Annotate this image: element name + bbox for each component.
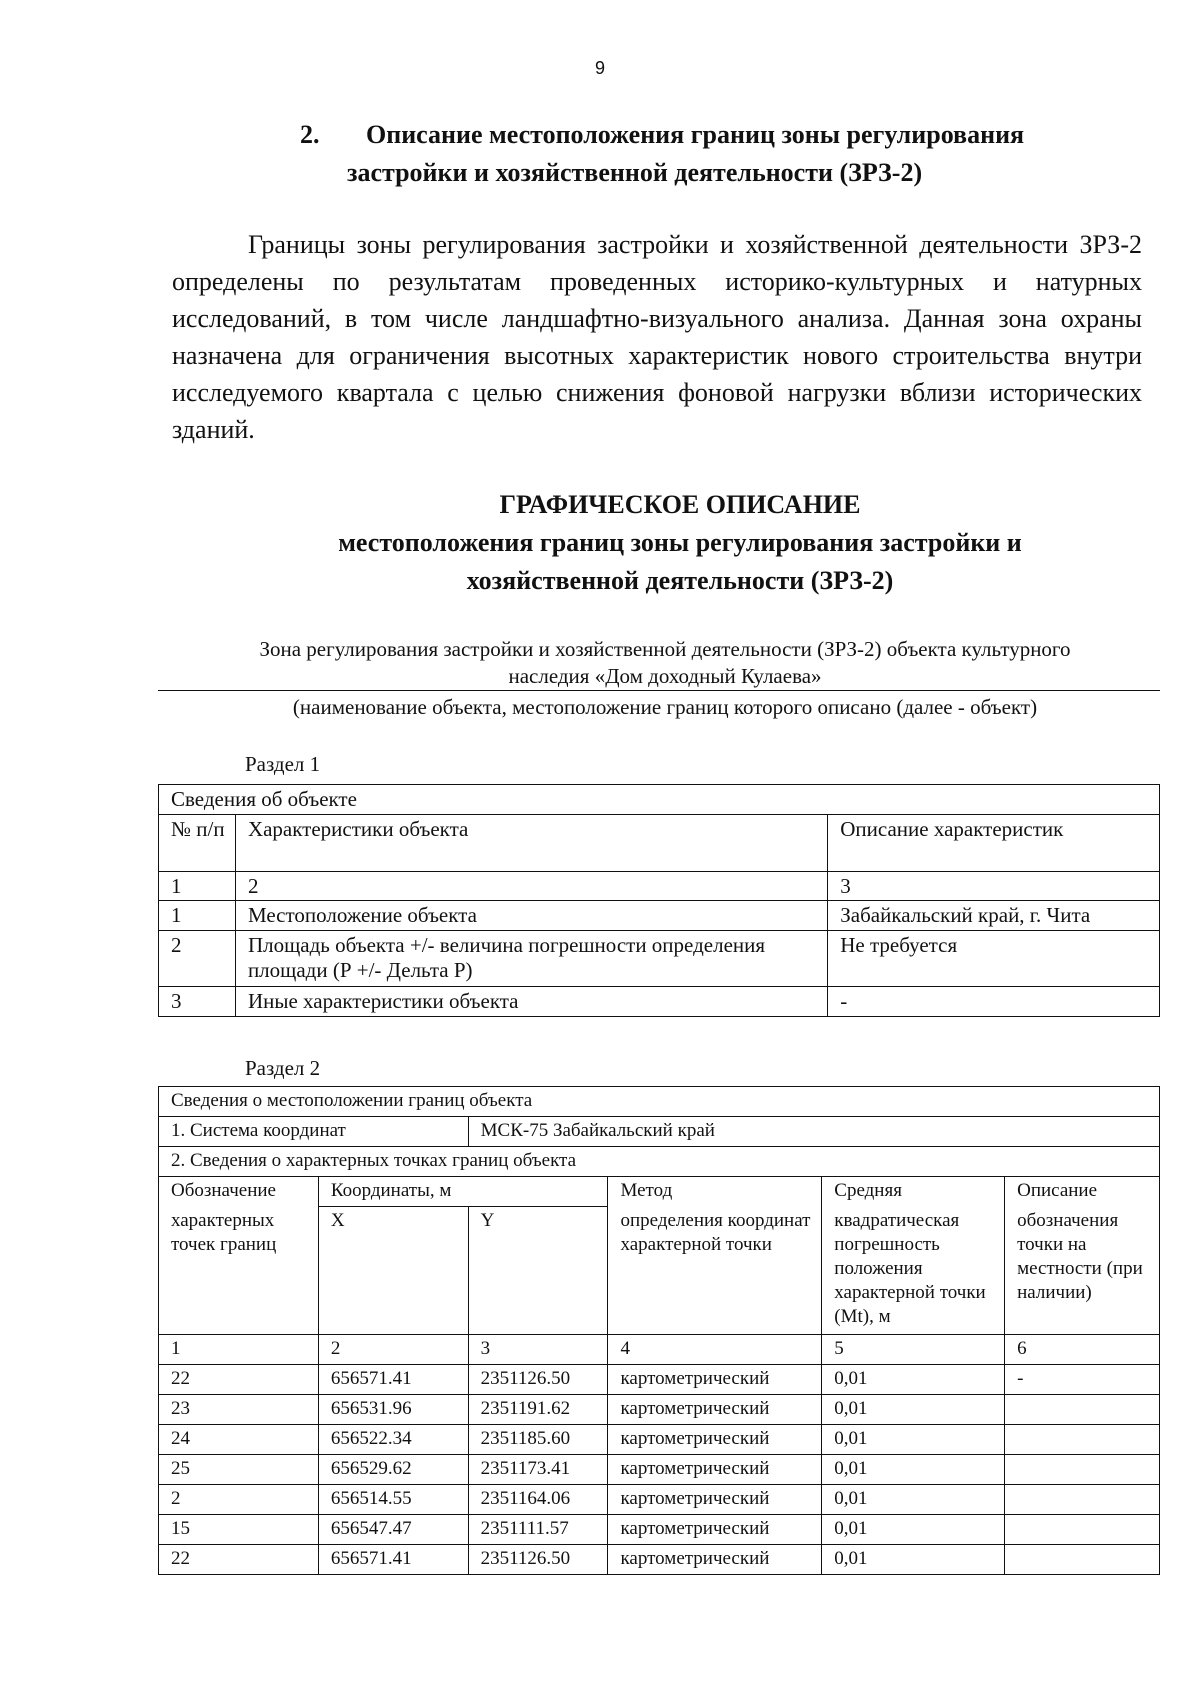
table-cell: 2351185.60: [468, 1425, 608, 1455]
table-cell: 656571.41: [318, 1545, 468, 1575]
section-number: 2.: [300, 120, 320, 149]
column-header-rest: характерных точек границ: [171, 1210, 277, 1255]
column-header: [608, 1177, 822, 1335]
table-cell: 0,01: [822, 1395, 1005, 1425]
table-cell: 656514.55: [318, 1485, 468, 1515]
section-title-line1: Описание местоположения границ зоны регулирования: [366, 120, 1025, 149]
zone-caption-line1: Зона регулирования застройки и хозяйственной деятельности (ЗРЗ-2) объекта культурного: [259, 637, 1071, 661]
column-header: Y: [468, 1207, 608, 1335]
points-header: 2. Сведения о характерных точках границ объекта: [159, 1147, 1160, 1177]
column-header-top: Средняя: [834, 1180, 902, 1201]
graphic-title-line2: местоположения границ зоны регулирования застройки и: [338, 528, 1022, 557]
zone-caption-subline: (наименование объекта, местоположение границ которого описано (далее - объект): [292, 695, 1038, 719]
table-cell: 656522.34: [318, 1425, 468, 1455]
table-cell: 4: [608, 1335, 822, 1365]
column-header-rest: обозначения точки на местности (при наличии): [1017, 1210, 1143, 1303]
table-cell: 2351191.62: [468, 1395, 608, 1425]
graphic-title-line3: хозяйственной деятельности (ЗРЗ-2): [466, 566, 894, 595]
table-row: [159, 1455, 1160, 1485]
table-cell: Иные характеристики объекта: [235, 987, 827, 1017]
table-cell: Местоположение объекта: [235, 901, 827, 931]
table-cell: Не требуется: [828, 931, 1160, 987]
table-cell: -: [1005, 1365, 1160, 1395]
zone-caption: [160, 636, 1170, 690]
table-cell: [1005, 1395, 1160, 1425]
zone-underline: [158, 690, 1160, 691]
table-cell: [1005, 1425, 1160, 1455]
table-cell: 0,01: [822, 1365, 1005, 1395]
razdel1-label: Раздел 1: [245, 752, 321, 776]
table-row: [159, 987, 1160, 1017]
table-row: [159, 1515, 1160, 1545]
table-cell: [1005, 1455, 1160, 1485]
column-header: X: [318, 1207, 468, 1335]
table-row: [159, 1545, 1160, 1575]
razdel2-label: Раздел 2: [245, 1056, 321, 1080]
table-cell: 23: [159, 1395, 319, 1425]
table-cell: 656531.96: [318, 1395, 468, 1425]
table-header: Сведения об объекте: [159, 785, 1160, 815]
table-cell: 15: [159, 1515, 319, 1545]
section-title: [300, 116, 1120, 192]
column-header-top: Метод: [620, 1180, 673, 1201]
table-cell: картометрический: [608, 1425, 822, 1455]
body-paragraph: Границы зоны регулирования застройки и хозяйственной деятельности ЗРЗ-2 определены по результатам проведенных историко-культурных и натурных исследований, в том числе ландшафтно-визуального анализа. Данная зона охраны назначена для ограничения высотных характеристик нового строительства внутри исследуемого квартала с целью снижения фоновой нагрузки вблизи исторических зданий.: [172, 230, 1142, 444]
table-cell: 2351164.06: [468, 1485, 608, 1515]
table-cell: 0,01: [822, 1455, 1005, 1485]
table-cell: 22: [159, 1545, 319, 1575]
table-cell: 0,01: [822, 1545, 1005, 1575]
table-cell: 1: [159, 1335, 319, 1365]
table-row: [159, 1395, 1160, 1425]
column-header-rest: определения координат характерной точки: [620, 1210, 811, 1255]
table-cell: картометрический: [608, 1545, 822, 1575]
table-cell: картометрический: [608, 1485, 822, 1515]
table-cell: 1: [159, 901, 236, 931]
table-cell: [1005, 1485, 1160, 1515]
table-cell: 656571.41: [318, 1365, 468, 1395]
graphic-description-title: [150, 486, 1200, 600]
table-cell: картометрический: [608, 1455, 822, 1485]
table-cell: картометрический: [608, 1515, 822, 1545]
column-header: [1005, 1177, 1160, 1335]
table-cell: 2: [159, 931, 236, 987]
table-cell: 6: [1005, 1335, 1160, 1365]
table-row: [159, 1485, 1160, 1515]
table-header: Сведения о местоположении границ объекта: [159, 1087, 1160, 1117]
graphic-title-line1: ГРАФИЧЕСКОЕ ОПИСАНИЕ: [499, 490, 861, 519]
table-cell: 2351126.50: [468, 1545, 608, 1575]
column-header: № п/п: [159, 815, 236, 872]
table-cell: [1005, 1515, 1160, 1545]
table-cell: 2: [235, 872, 827, 901]
table-cell: 2: [318, 1335, 468, 1365]
table-cell: -: [828, 987, 1160, 1017]
boundary-points-table: [158, 1086, 1160, 1575]
table-cell: картометрический: [608, 1395, 822, 1425]
table-cell: 2: [159, 1485, 319, 1515]
column-header: [159, 1177, 319, 1335]
column-header: [822, 1177, 1005, 1335]
table-cell: 24: [159, 1425, 319, 1455]
table-cell: 2351111.57: [468, 1515, 608, 1545]
object-info-table: [158, 784, 1160, 1017]
table-cell: 0,01: [822, 1425, 1005, 1455]
table-cell: 3: [828, 872, 1160, 901]
table-cell: 2351126.50: [468, 1365, 608, 1395]
zone-caption-line2: наследия «Дом доходный Кулаева»: [508, 664, 822, 688]
table-cell: Забайкальский край, г. Чита: [828, 901, 1160, 931]
table-row: [159, 901, 1160, 931]
table-cell: 1: [159, 872, 236, 901]
column-header-rest: квадратическая погрешность положения характерной точки (Mt), м: [834, 1210, 986, 1327]
table-cell: Площадь объекта +/- величина погрешности определения площади (Р +/- Дельта Р): [235, 931, 827, 987]
table-cell: 0,01: [822, 1485, 1005, 1515]
table-cell: 22: [159, 1365, 319, 1395]
table-cell: 656547.47: [318, 1515, 468, 1545]
table-cell: [1005, 1545, 1160, 1575]
table-cell: 0,01: [822, 1515, 1005, 1545]
table-row: [159, 1425, 1160, 1455]
table-cell: картометрический: [608, 1365, 822, 1395]
coord-system-label: 1. Система координат: [159, 1117, 469, 1147]
coord-system-value: МСК-75 Забайкальский край: [468, 1117, 1159, 1147]
table-row: [159, 1365, 1160, 1395]
table-cell: 3: [159, 987, 236, 1017]
section-title-line2: застройки и хозяйственной деятельности (ЗРЗ-2): [347, 158, 923, 187]
column-header: Характеристики объекта: [235, 815, 827, 872]
column-header: Координаты, м: [318, 1177, 608, 1207]
table-cell: 2351173.41: [468, 1455, 608, 1485]
column-header-top: Обозначение: [171, 1180, 276, 1201]
column-header: Описание характеристик: [828, 815, 1160, 872]
table-cell: 25: [159, 1455, 319, 1485]
table-cell: 656529.62: [318, 1455, 468, 1485]
page-number: 9: [594, 58, 605, 78]
column-header-top: Описание: [1017, 1180, 1098, 1201]
table-cell: 3: [468, 1335, 608, 1365]
table-cell: 5: [822, 1335, 1005, 1365]
table-row: [159, 931, 1160, 987]
